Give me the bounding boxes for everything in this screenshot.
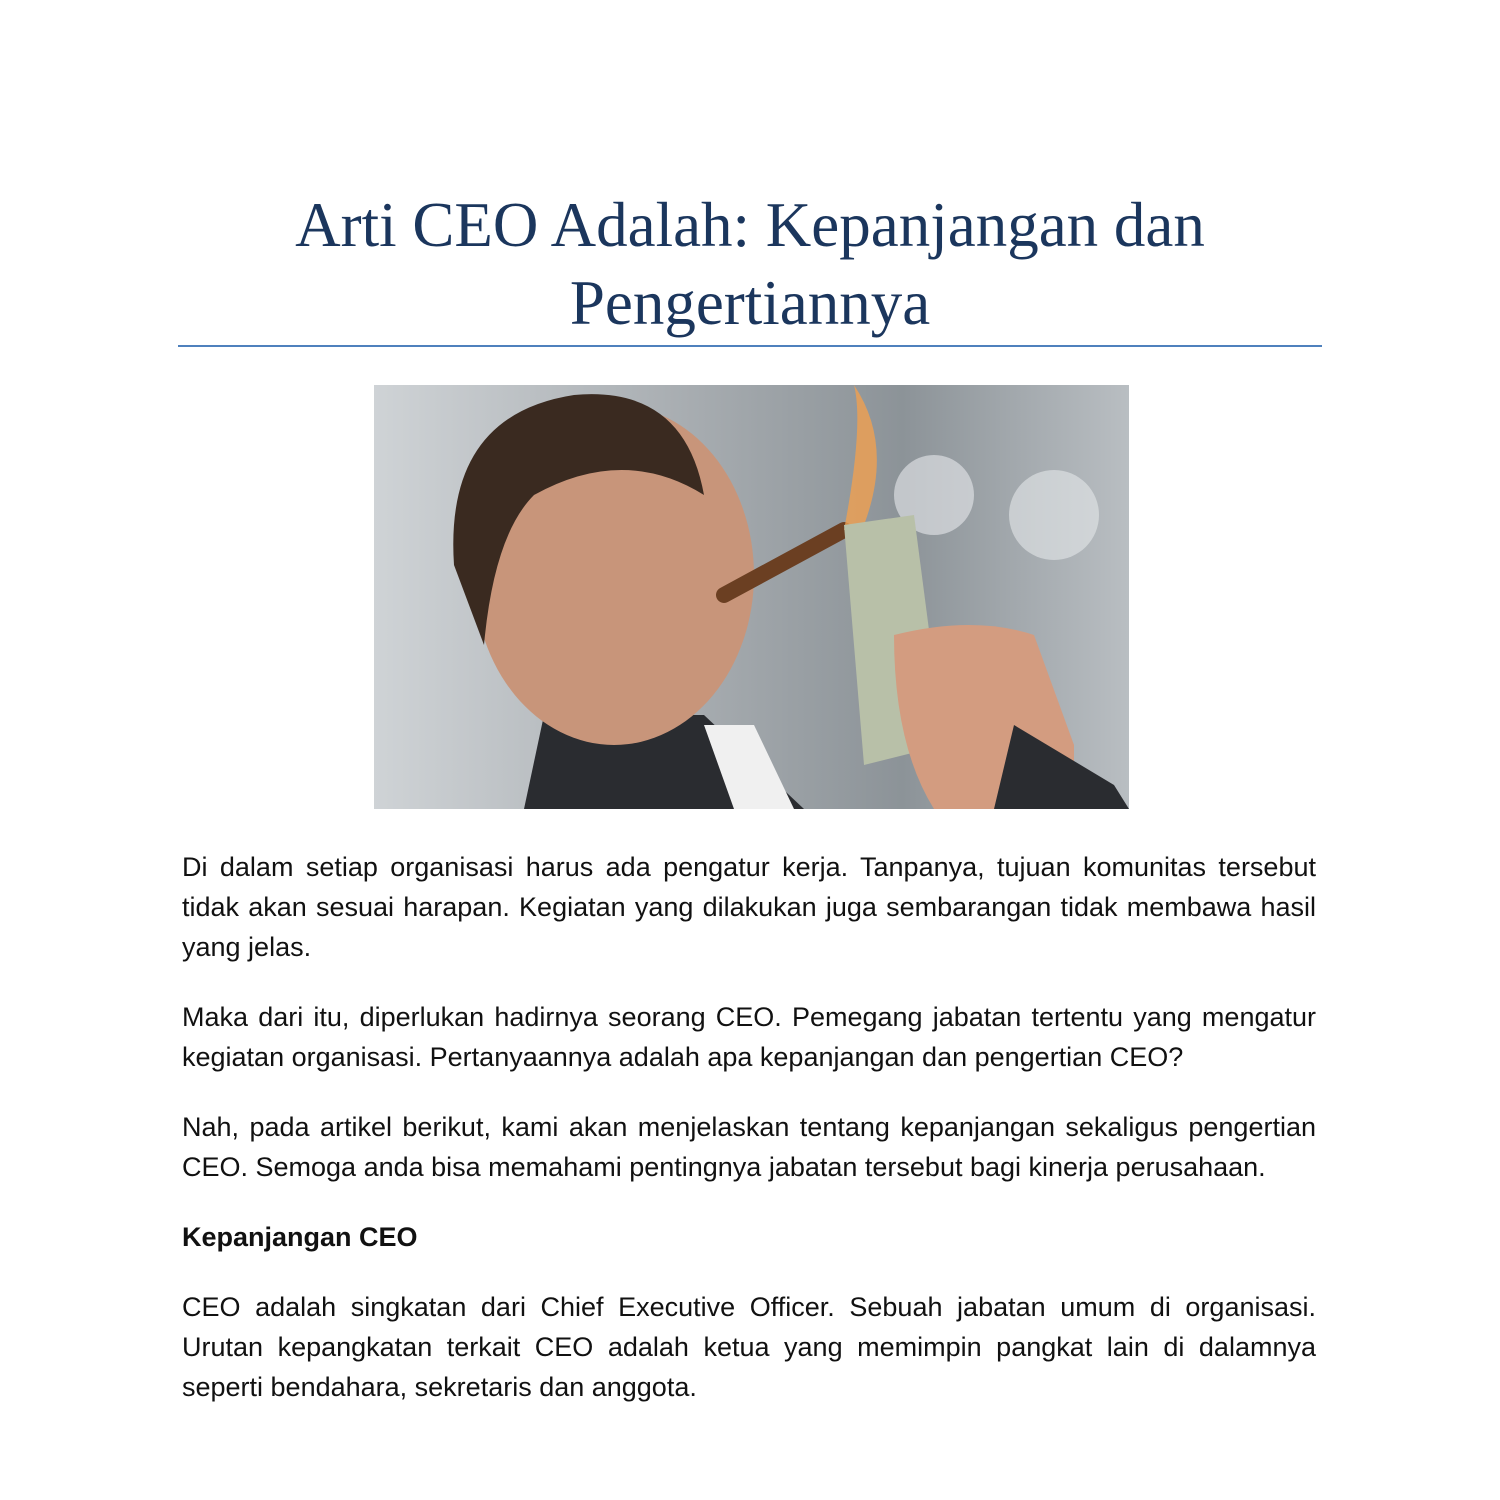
title-underline <box>178 345 1322 347</box>
paragraph: Di dalam setiap organisasi harus ada pengatur kerja. Tanpanya, tujuan komunitas tersebut tidak akan sesuai harapan. Kegiatan yang dilakukan juga sembarangan tidak membawa hasil yang jelas. <box>182 852 1316 962</box>
paragraph: Maka dari itu, diperlukan hadirnya seorang CEO. Pemegang jabatan tertentu yang mengatur kegiatan organisasi. Pertanyaannya adalah apa kepanjangan dan pengertian CEO? <box>182 1002 1316 1072</box>
paragraph: Nah, pada artikel berikut, kami akan menjelaskan tentang kepanjangan sekaligus pengertian CEO. Semoga anda bisa memahami pentingnya jabatan tersebut bagi kinerja perusahaan. <box>182 1112 1316 1182</box>
article-body <box>182 847 1316 1437</box>
article-photo <box>374 385 1129 809</box>
section-heading: Kepanjangan CEO <box>182 1222 418 1252</box>
paragraph: CEO adalah singkatan dari Chief Executive Officer. Sebuah jabatan umum di organisasi. Urutan kepangkatan terkait CEO adalah ketua yang memimpin pangkat lain di dalamnya seperti bendahara, sekretaris dan anggota. <box>182 1292 1316 1402</box>
document-title: Arti CEO Adalah: Kepanjangan dan Pengertiannya <box>295 190 1205 338</box>
